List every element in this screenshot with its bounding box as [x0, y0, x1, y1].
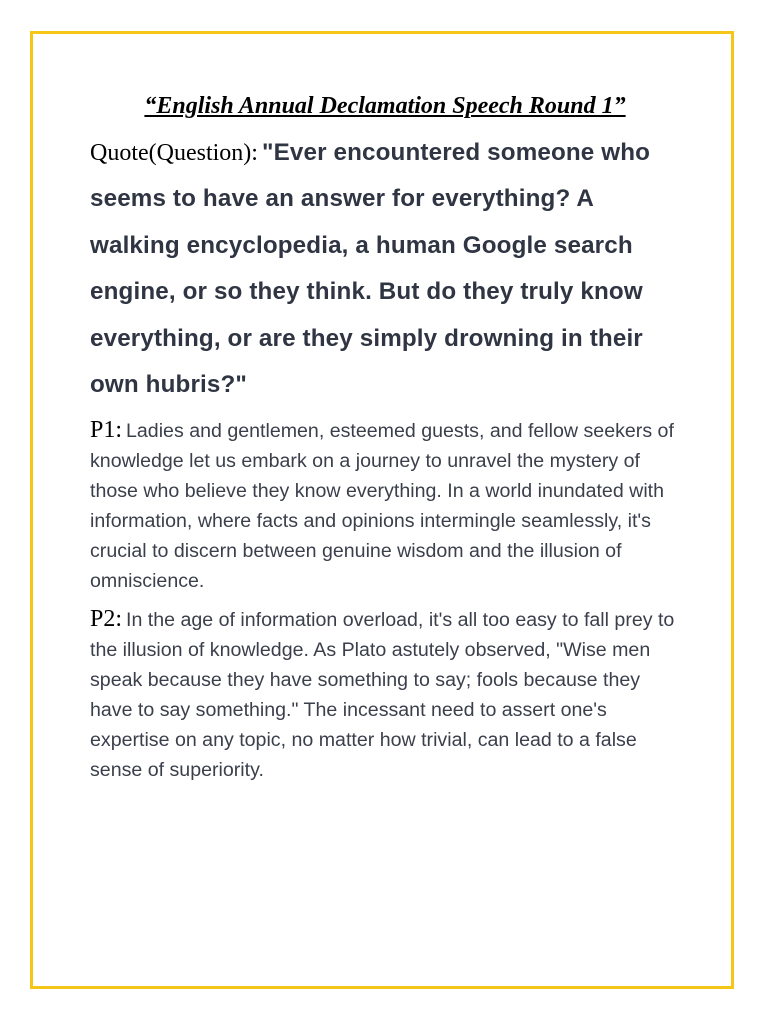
paragraph-1-label: P1: [90, 416, 123, 443]
paragraph-2-label: P2: [90, 605, 123, 632]
paragraph-2-text: In the age of information overload, it's all too easy to fall prey to the illusion of knowledge. As Plato astutely observed, "Wise men speak because they have something to say; fools because they have to say something." The incessant need to assert one's expertise on any topic, no matter how trivial, can lead to a false sense of superiority. [90, 608, 675, 781]
quote-block [90, 131, 680, 410]
document-title: “English Annual Declamation Speech Round 1” [144, 93, 626, 119]
paragraph-1-text: Ladies and gentlemen, esteemed guests, and fellow seekers of knowledge let us embark on a journey to unravel the mystery of those who believe they know everything. In a world inundated with information, where facts and opinions intermingle seamlessly, it's crucial to discern between genuine wisdom and the illusion of omniscience. [90, 419, 674, 592]
paragraph-1 [90, 416, 680, 597]
paragraph-2 [90, 605, 680, 786]
quote-label: Quote(Question): [90, 139, 258, 166]
document-content [90, 92, 680, 794]
quote-text: "Ever encountered someone who seems to have an answer for everything? A walking encyclopedia, a human Google search engine, or so they think. But do they truly know everything, or are they simply drowning in their own hubris?" [90, 138, 651, 399]
